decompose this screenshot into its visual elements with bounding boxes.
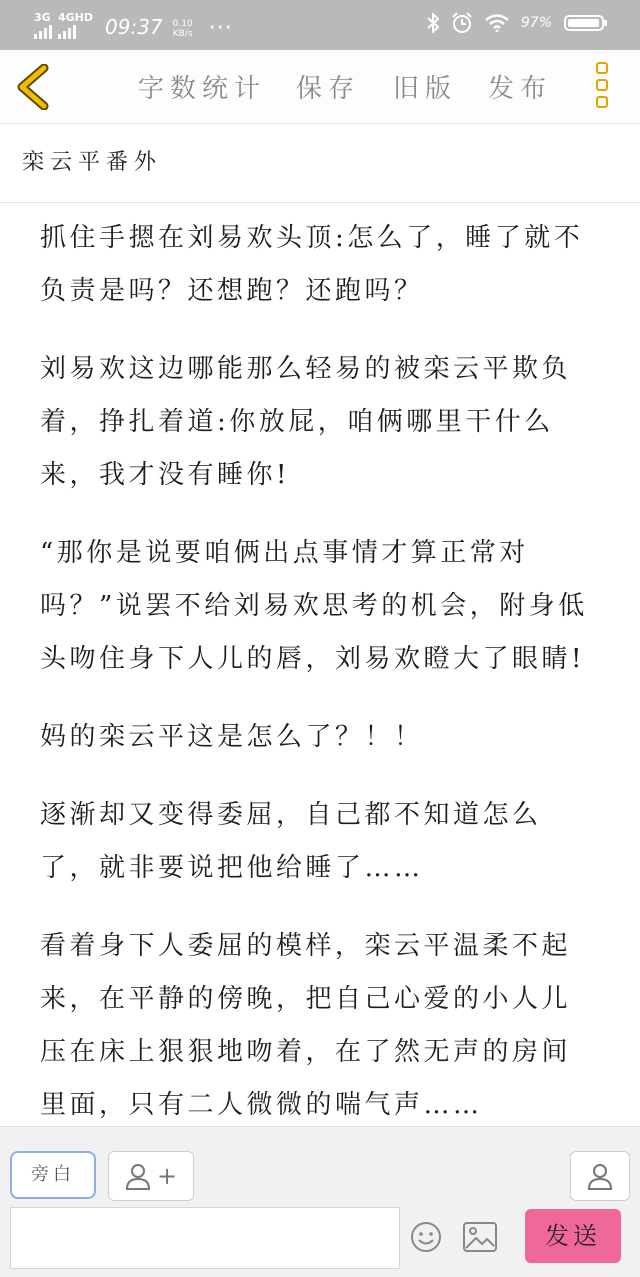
signal-4g (58, 12, 93, 39)
clock: 09:37 (105, 15, 163, 39)
network-type-label: 3G (34, 11, 51, 24)
battery-icon (564, 15, 604, 31)
word-count-button[interactable]: 字数统计 (138, 74, 267, 104)
signal-bars-icon (58, 25, 76, 39)
more-notifications-icon: ··· (208, 16, 233, 41)
composer-bar (0, 1126, 640, 1277)
document-title[interactable]: 栾云平番外 (22, 150, 163, 175)
network-speed (173, 19, 193, 39)
bluetooth-icon (427, 13, 439, 33)
role-select-button[interactable] (570, 1151, 630, 1201)
signal-bars-icon (34, 25, 52, 39)
network-speed-value: 0.10 (172, 19, 193, 29)
alarm-icon (451, 12, 473, 34)
old-version-button[interactable]: 旧版 (393, 74, 458, 104)
more-menu-icon[interactable] (596, 62, 612, 113)
paragraph: 妈的栾云平这是怎么了？！！ (40, 722, 424, 752)
battery-percent: 97% (520, 15, 552, 31)
add-role-plus: + (156, 1162, 178, 1190)
network-type-label: 4GHD (58, 11, 94, 24)
emoji-icon[interactable] (410, 1221, 442, 1253)
network-speed-unit: KB/s (172, 29, 193, 39)
person-icon (125, 1162, 151, 1190)
back-chevron-icon[interactable] (14, 64, 54, 110)
message-input[interactable] (10, 1207, 400, 1269)
add-role-button[interactable] (108, 1151, 194, 1201)
status-bar (0, 0, 640, 50)
divider (0, 202, 640, 203)
paragraph: “那你是说要咱俩出点事情才算正常对吗？”说罢不给刘易欢思考的机会，附身低头吻住身下人儿的唇，刘易欢瞪大了眼睛! (40, 538, 588, 674)
document-body[interactable] (40, 212, 600, 1157)
save-button[interactable]: 保存 (296, 74, 361, 104)
paragraph: 逐渐却又变得委屈，自己都不知道怎么了，就非要说把他给睡了…… (40, 800, 542, 883)
narration-button[interactable]: 旁白 (10, 1151, 96, 1199)
wifi-icon (485, 14, 509, 32)
paragraph: 刘易欢这边哪能那么轻易的被栾云平欺负着，挣扎着道:你放屁，咱俩哪里干什么来，我才没有睡你! (40, 354, 572, 490)
send-button[interactable]: 发送 (525, 1209, 621, 1263)
paragraph: 看着身下人委屈的模样，栾云平温柔不起来，在平静的傍晚，把自己心爱的小人儿压在床上狠狠地吻着，在了然无声的房间里面，只有二人微微的喘气声…… (40, 931, 572, 1120)
paragraph: 抓住手摁在刘易欢头顶:怎么了，睡了就不负责是吗？还想跑？还跑吗？ (40, 223, 584, 306)
editor-toolbar (0, 50, 640, 124)
signal-3g (34, 12, 52, 39)
battery-fill (568, 19, 599, 27)
image-icon[interactable] (463, 1222, 497, 1252)
publish-button[interactable]: 发布 (488, 74, 553, 104)
person-icon (587, 1162, 613, 1190)
